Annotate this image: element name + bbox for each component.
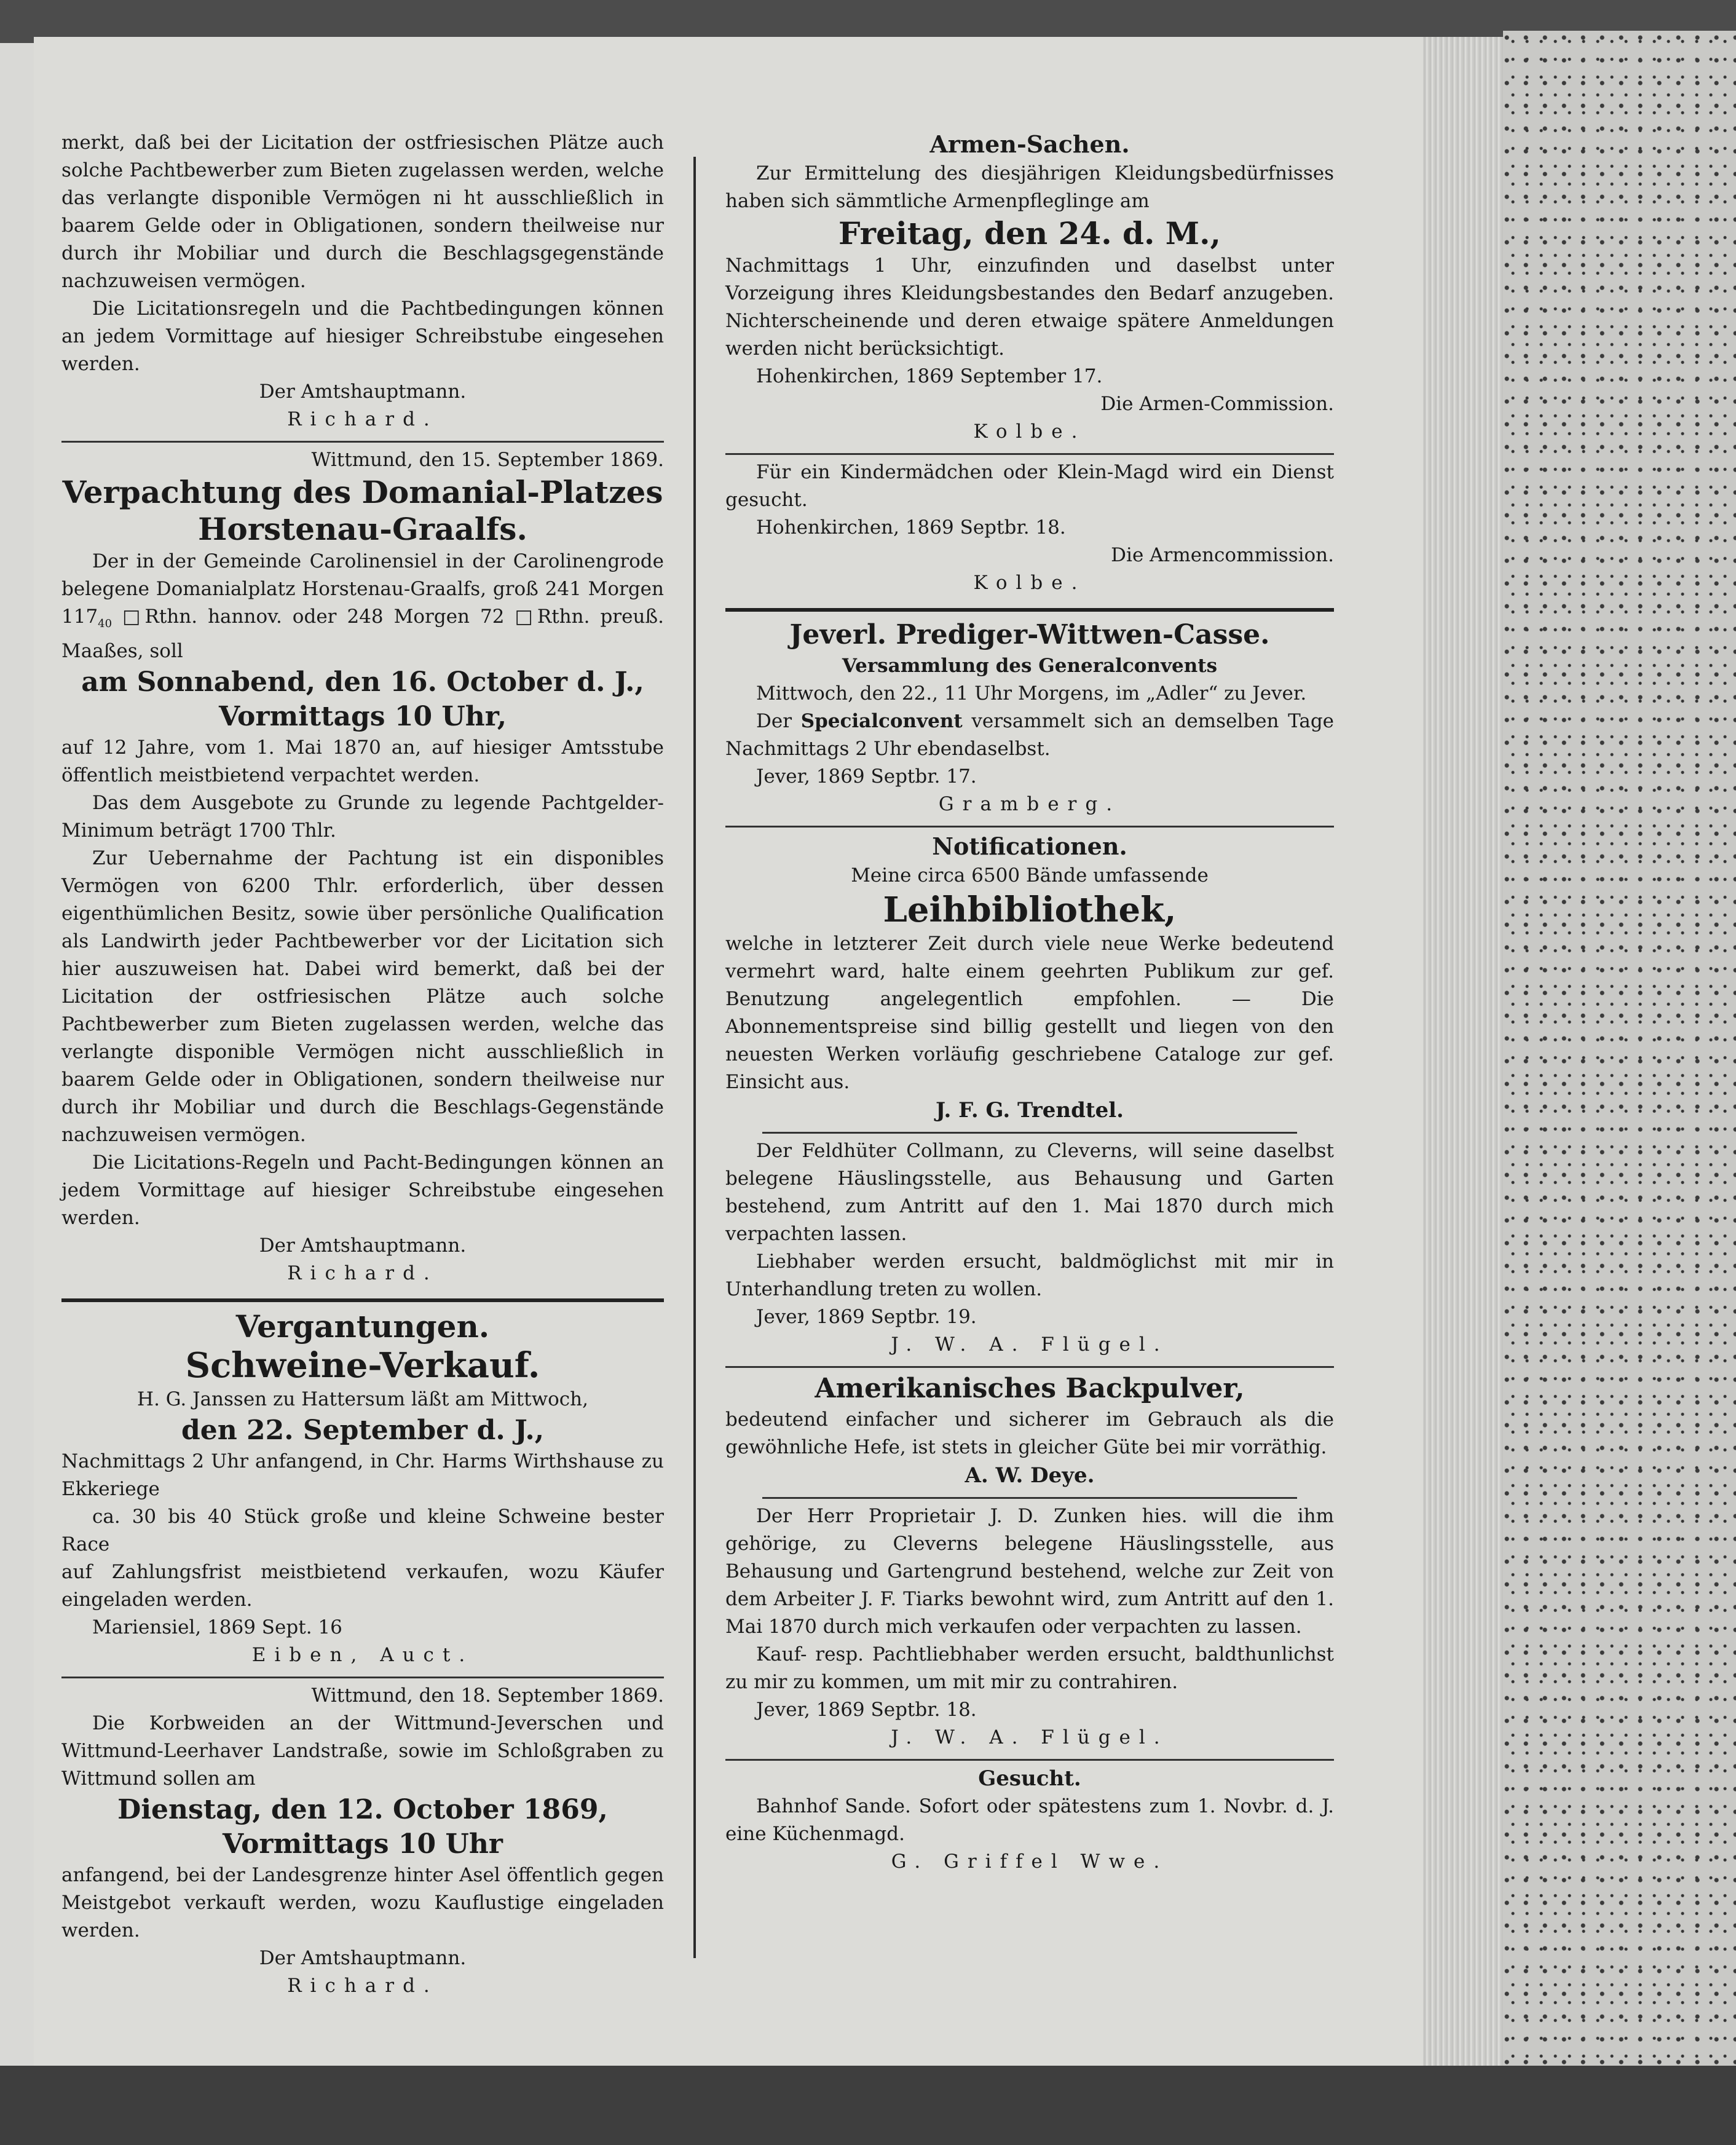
notice-title: Jeverl. Prediger-Wittwen-Casse. (789, 619, 1270, 650)
notice-text: welche in letzterer Zeit durch viele neue Werke bedeutend vermehrt ward, halte einem geehrten Publikum zur gef. Benutzung angelegentlich empfohlen. — Die Abonnementspreise sind billig gestellt und liegen von den neuesten Werken vorläufig geschriebene Cataloge zur gef. Einsicht aus. (725, 933, 1334, 1093)
signature-name: Richard. (287, 1975, 438, 1997)
notice-title: Verpachtung des Domanial-Platzes (62, 474, 663, 510)
bottom-shadow (0, 2066, 1736, 2145)
dateline: Wittmund, den 15. September 1869. (311, 449, 664, 471)
notice-text (61, 548, 664, 665)
notice-title: Gesucht. (978, 1766, 1081, 1791)
signature-name: J. W. A. Flügel. (891, 1333, 1169, 1356)
signature-title: Der Amtshauptmann. (259, 1234, 467, 1257)
appointment-date: Freitag, den 24. d. M., (838, 215, 1221, 251)
speckled-book-cover (1503, 31, 1736, 2078)
signature-name: G. Griffel Wwe. (891, 1851, 1169, 1873)
separator-rule (725, 1759, 1334, 1761)
notice-text: Zur Ermittelung des diesjährigen Kleidungsbedürfnisses haben sich sämmtliche Armenpfleglinge am (725, 162, 1334, 212)
notice-text: Mittwoch, den 22., 11 Uhr Morgens, im „Adler“ zu Jever. (756, 682, 1307, 705)
place-date: Mariensiel, 1869 Sept. 16 (92, 1616, 342, 1639)
notice-text: Zur Uebernahme der Pachtung ist ein disponibles Vermögen von 6200 Thlr. erforderlich, über dessen eigenthümlichen Besitz, sowie über persönliche Qualification als Landwirth jeder Pachtbewerber vor der Licitation sich hier auszuweisen hat. Dabei wird bemerkt, daß bei der Licitation der ostfriesischen Plätze auch solche Pachtbewerber zum Bieten zugelassen werden, welche das verlangte disponible Vermögen nicht ausschließlich in baarem Gelde oder in Obligationen, sondern theilweise nur durch ihr Mobiliar und durch die Beschlags-Gegenstände nachzuweisen vermögen. (61, 847, 664, 1147)
notice-subtitle: Versammlung des Generalconvents (842, 655, 1218, 677)
notice-continuation-text: merkt, daß bei der Licitation der ostfriesischen Plätze auch solche Pachtbewerber zum Bieten zugelassen werden, welche das verlangte disponible Vermögen ni ht ausschließlich in baarem Gelde oder in Obligationen, sondern theilweise nur durch ihr Mobiliar und durch die Beschlagsgegenstände nachzuweisen vermögen. (61, 132, 664, 292)
column-divider (693, 157, 696, 1958)
signature-title: Die Armencommission. (1111, 544, 1334, 566)
right-column (725, 129, 1334, 1876)
auction-time: Vormittags 10 Uhr (222, 1828, 503, 1860)
signature-title: Die Armen-Commission. (1100, 393, 1334, 415)
notice-text: Der Herr Proprietair J. D. Zunken hies. will die ihm gehörige, zu Cleverns belegene Häuslingsstelle, aus Behausung und Gartengrund bestehend, welche zur Zeit von dem Arbeiter J. F. Tiarks bewohnt wird, zum Antritt auf den 1. Mai 1870 durch mich verkaufen oder verpachten zu lassen. (725, 1505, 1334, 1638)
separator-rule (61, 1677, 664, 1678)
notice-text: anfangend, bei der Landesgrenze hinter Asel öffentlich gegen Meistgebot verkauft werden, wozu Kauflustige eingeladen werden. (61, 1864, 664, 1942)
auction-date: den 22. September d. J., (181, 1415, 545, 1447)
auction-time: Vormittags 10 Uhr, (218, 701, 507, 733)
section-heading: Vergantungen. (235, 1308, 490, 1345)
notice-text-part: Der in der Gemeinde Carolinensiel in der Carolinengrode belegene Domanialplatz Horstenau-Graalfs, groß 241 Morgen 117 (61, 550, 664, 628)
notice-text: Der Feldhüter Collmann, zu Cleverns, will seine daselbst belegene Häuslingsstelle, aus Behausung und Garten bestehend, zum Antritt auf den 1. Mai 1870 durch mich verpachten lassen. (725, 1140, 1334, 1245)
separator-rule (762, 1497, 1297, 1499)
notice-text-emphasis: Specialconvent (800, 710, 963, 732)
auction-date: am Sonnabend, den 16. October d. J., (81, 666, 644, 698)
left-column (61, 129, 664, 2000)
notice-text: Liebhaber werden ersucht, baldmöglichst mit mir in Unterhandlung treten zu wollen. (725, 1250, 1334, 1300)
notice-text: Nachmittags 2 Uhr anfangend, in Chr. Harms Wirthshause zu Ekkeriege (61, 1450, 664, 1501)
notice-text: Nachmittags 1 Uhr, einzufinden und daselbst unter Vorzeigung ihres Kleidungsbestandes den Bedarf anzugeben. Nichterscheinende und deren etwaige spätere Anmeldungen werden nicht berücksichtigt. (725, 255, 1334, 360)
signature-name: J. W. A. Flügel. (891, 1726, 1169, 1748)
notice-text-part: □Rthn. hannov. oder 248 Morgen 72 □Rthn. preuß. Maaßes, soll (61, 606, 664, 663)
notice-title: Schweine-Verkauf. (185, 1345, 540, 1386)
notice-text: H. G. Janssen zu Hattersum läßt am Mittwoch, (137, 1388, 588, 1411)
signature-name: Eiben, Auct. (251, 1644, 474, 1667)
signature-name: Kolbe. (973, 421, 1086, 443)
notice-text: Die Licitations-Regeln und Pacht-Bedingungen können an jedem Vormittage auf hiesiger Schreibstube eingesehen werden. (61, 1152, 664, 1230)
signature-title: Der Amtshauptmann. (259, 1947, 467, 1970)
page-block-edges (1423, 37, 1503, 2066)
notice-text: auf Zahlungsfrist meistbietend verkaufen, wozu Käufer eingeladen werden. (61, 1561, 664, 1611)
signature-name: Gramberg. (938, 793, 1121, 815)
previous-page-edge (0, 43, 34, 2072)
dateline: Wittmund, den 18. September 1869. (311, 1685, 664, 1707)
signature-name: A. W. Deye. (965, 1463, 1095, 1488)
notice-text: bedeutend einfacher und sicherer im Gebrauch als die gewöhnliche Hefe, ist stets in gleicher Güte bei mir vorräthig. (725, 1408, 1334, 1458)
notice-text: Für ein Kindermädchen oder Klein-Magd wird ein Dienst gesucht. (725, 461, 1334, 511)
separator-rule (725, 453, 1334, 455)
notice-text-part: Der (756, 710, 801, 732)
notice-title: Leihbibliothek, (883, 890, 1177, 930)
notice-continuation-text: Die Licitationsregeln und die Pachtbedingungen können an jedem Vormittage auf hiesiger Schreibstube eingesehen werden. (61, 298, 664, 375)
section-rule (61, 1298, 664, 1302)
fraction-subscript: 40 (98, 617, 112, 631)
notice-text: Bahnhof Sande. Sofort oder spätestens zum 1. Novbr. d. J. eine Küchenmagd. (725, 1795, 1334, 1845)
place-date: Hohenkirchen, 1869 September 17. (756, 365, 1103, 387)
notice-title: Armen-Sachen. (929, 130, 1130, 158)
notice-title: Amerikanisches Backpulver, (815, 1373, 1245, 1404)
signature-name: Richard. (287, 1262, 438, 1285)
auction-date: Dienstag, den 12. October 1869, (117, 1794, 608, 1826)
notice-text: Die Korbweiden an der Wittmund-Jeverschen und Wittmund-Leerhaver Landstraße, sowie im Schloßgraben zu Wittmund sollen am (61, 1712, 664, 1790)
section-heading: Notificationen. (932, 832, 1127, 860)
notice-text-part: versammelt sich an demselben Tage Nachmittags 2 Uhr ebendaselbst. (725, 710, 1335, 760)
signature-title: Der Amtshauptmann. (259, 381, 467, 403)
separator-rule (725, 1366, 1334, 1368)
notice-text: auf 12 Jahre, vom 1. Mai 1870 an, auf hiesiger Amtsstube öffentlich meistbietend verpachtet werden. (61, 737, 664, 787)
notice-text (725, 708, 1334, 763)
notice-text: Meine circa 6500 Bände umfassende (851, 864, 1209, 887)
place-date: Jever, 1869 Septbr. 18. (756, 1699, 977, 1721)
separator-rule (762, 1132, 1297, 1134)
place-date: Jever, 1869 Septbr. 17. (756, 765, 977, 788)
separator-rule (61, 441, 664, 443)
notice-text: Kauf- resp. Pachtliebhaber werden ersucht, baldthunlichst zu mir zu kommen, um mit mir zu contrahiren. (725, 1643, 1334, 1693)
place-date: Hohenkirchen, 1869 Septbr. 18. (756, 516, 1066, 539)
notice-text: ca. 30 bis 40 Stück große und kleine Schweine bester Race (61, 1506, 664, 1556)
separator-rule (725, 826, 1334, 828)
notice-title: Horstenau-Graalfs. (198, 511, 527, 547)
signature-name: Richard. (287, 408, 438, 430)
place-date: Jever, 1869 Septbr. 19. (756, 1306, 977, 1328)
signature-name: Kolbe. (973, 572, 1086, 594)
notice-text: Das dem Ausgebote zu Grunde zu legende Pachtgelder-Minimum beträgt 1700 Thlr. (61, 792, 664, 842)
signature-name: J. F. G. Trendtel. (936, 1098, 1124, 1123)
section-rule (725, 608, 1334, 612)
